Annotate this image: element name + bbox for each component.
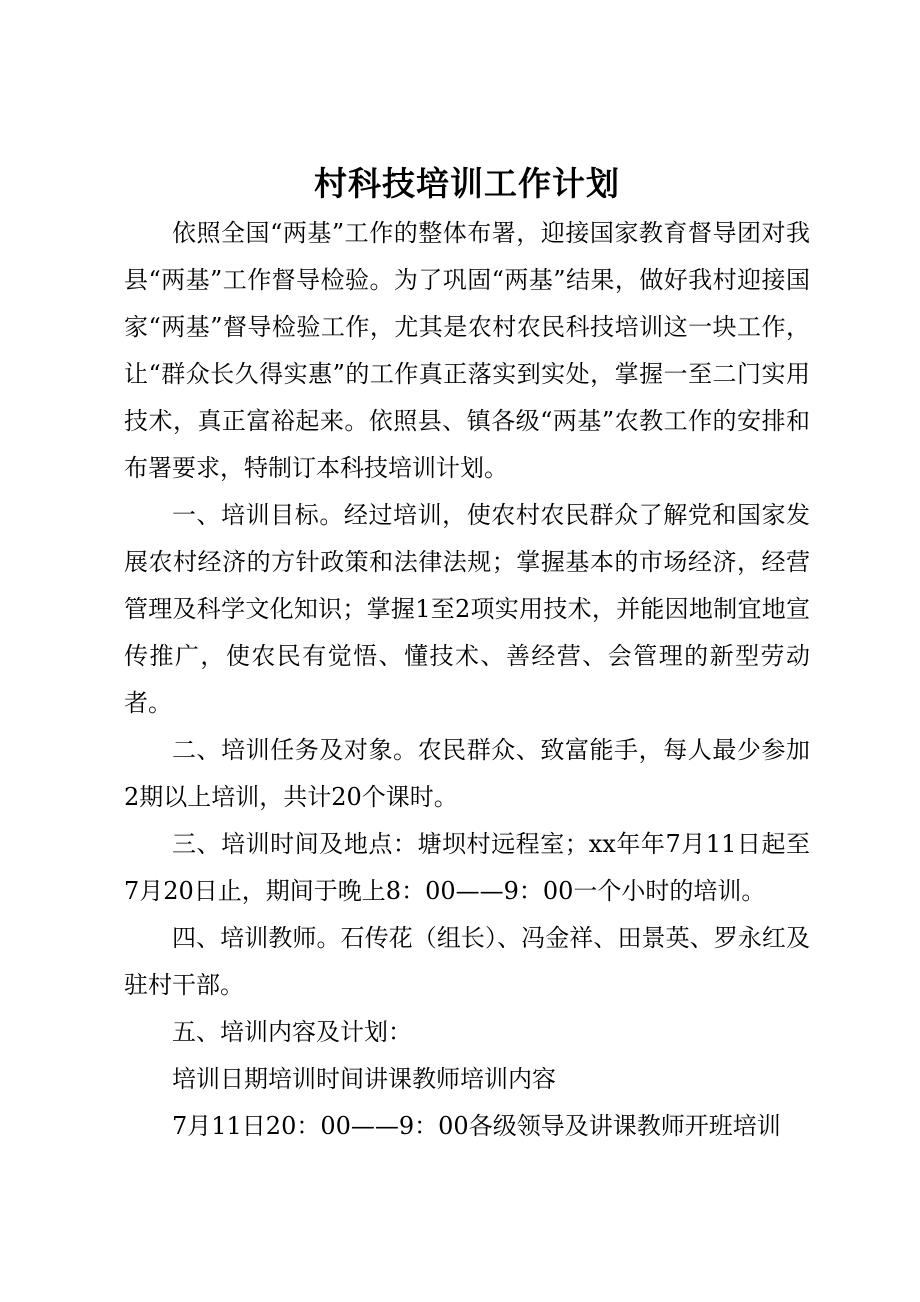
schedule-header-row: 培训日期培训时间讲课教师培训内容: [172, 1065, 556, 1093]
section-training-content: 五、培训内容及计划：: [172, 1018, 412, 1046]
section-training-goal: 一、培训目标。经过培训，使农村农民群众了解党和国家发展农村经济的方针政策和法律法规；掌握基本的市场经济，经营管理及科学文化知识；掌握1至2项实用技术，并能因地制宜地宣传推广，使农民有觉悟、懂技术、善经营、会管理的新型劳动者。: [124, 501, 810, 717]
document-page: [124, 162, 810, 1150]
section-training-time-place: 三、培训时间及地点：塘坝村远程室；xx年年7月11日起至7月20日止，期间于晚上8：00——9：00一个小时的培训。: [124, 830, 810, 905]
section-training-task: 二、培训任务及对象。农民群众、致富能手，每人最少参加2期以上培训，共计20个课时。: [124, 736, 810, 811]
document-title: 村科技培训工作计划: [314, 164, 620, 203]
section-training-teachers: 四、培训教师。石传花（组长）、冯金祥、田景英、罗永红及驻村干部。: [124, 924, 810, 999]
intro-paragraph: 依照全国“两基”工作的整体布署，迎接国家教育督导团对我县“两基”工作督导检验。为了巩固“两基”结果，做好我村迎接国家“两基”督导检验工作，尤其是农村农民科技培训这一块工作，让“群众长久得实惠”的工作真正落实到实处，掌握一至二门实用技术，真正富裕起来。依照县、镇各级“两基”农教工作的安排和布署要求，特制订本科技培训计划。: [124, 219, 810, 482]
schedule-row: 7月11日20：00——9：00各级领导及讲课教师开班培训: [172, 1112, 781, 1140]
